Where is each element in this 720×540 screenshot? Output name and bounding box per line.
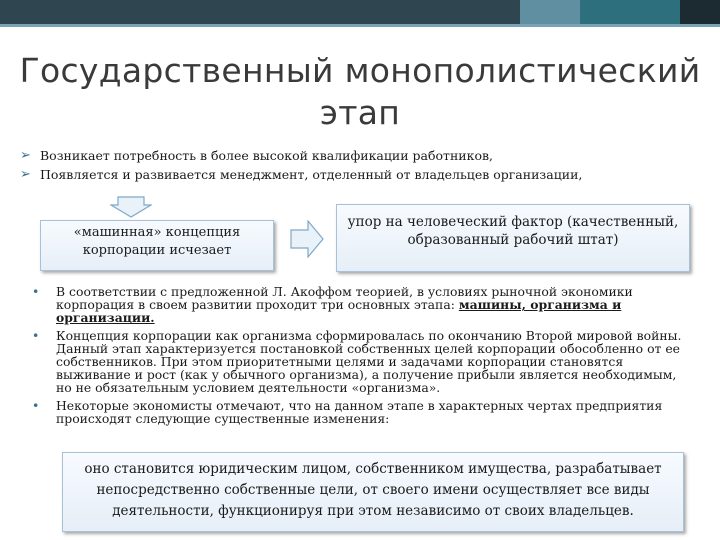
machine-concept-box: «машинная» концепция корпорации исчезает: [40, 220, 274, 271]
bullet-item: [28, 285, 688, 325]
bullet-text: В соответствии с предложенной Л. Акоффом теорией, в условиях рыночной экономики корпорация в своем развитии проходит три основных этапа:: [56, 284, 633, 313]
bullet-item: [28, 399, 688, 425]
arrow-bullet-icon: ➢: [20, 167, 31, 182]
key-point-text: Возникает потребность в более высокой квалификации работников,: [40, 148, 493, 163]
bullet-text: Некоторые экономисты отмечают, что на данном этапе в характерных чертах предприятия происходят следующие существенные изменения:: [56, 397, 663, 426]
bullet-dot-icon: •: [32, 284, 40, 299]
bullet-text: Концепция корпорации как организма сформировалась по окончанию Второй мировой войны. Данный этап характеризуется постановкой собственных целей корпорации обособленно от ее собственников. При этом приоритетными целями и задачами корпорации становятся выживание и рост (как у обычного организма), а получение прибыли является необходимым, но не обязательным условием деятельности «организма».: [56, 327, 682, 396]
key-point: [20, 165, 710, 184]
down-arrow-icon: [110, 196, 152, 218]
bullet-dot-icon: •: [32, 397, 40, 413]
slide-title: [0, 50, 720, 134]
header-bar: [0, 0, 720, 24]
header-bar-segment-dark: [0, 0, 520, 24]
key-point: [20, 146, 710, 165]
arrow-bullet-icon: ➢: [20, 148, 31, 163]
changes-summary-box: оно становится юридическим лицом, собственником имущества, разрабатывает непосредственно собственные цели, от своего имени осуществляет все виды деятельности, функционируя при этом независимо от своих владельцев.: [62, 452, 684, 532]
header-bar-segment-teal: [580, 0, 680, 24]
stages-emphasis: машины, организма и организации.: [56, 297, 622, 326]
bullet-dot-icon: •: [32, 327, 40, 343]
header-bar-segment-mid: [520, 0, 580, 24]
right-arrow-icon: [290, 220, 324, 258]
key-point-text: Появляется и развивается менеджмент, отделенный от владельцев организации,: [40, 167, 583, 182]
human-factor-box: упор на человеческий фактор (качественный, образованный рабочий штат): [336, 204, 690, 272]
header-bar-rule: [0, 24, 720, 27]
theory-bullets: [28, 285, 688, 429]
bullet-item: [28, 329, 688, 395]
slide-title-line-2: этап: [319, 93, 401, 132]
header-bar-segment-end: [680, 0, 720, 24]
key-points-list: [20, 146, 710, 184]
slide-title-line-1: Государственный монополистический: [19, 51, 701, 90]
